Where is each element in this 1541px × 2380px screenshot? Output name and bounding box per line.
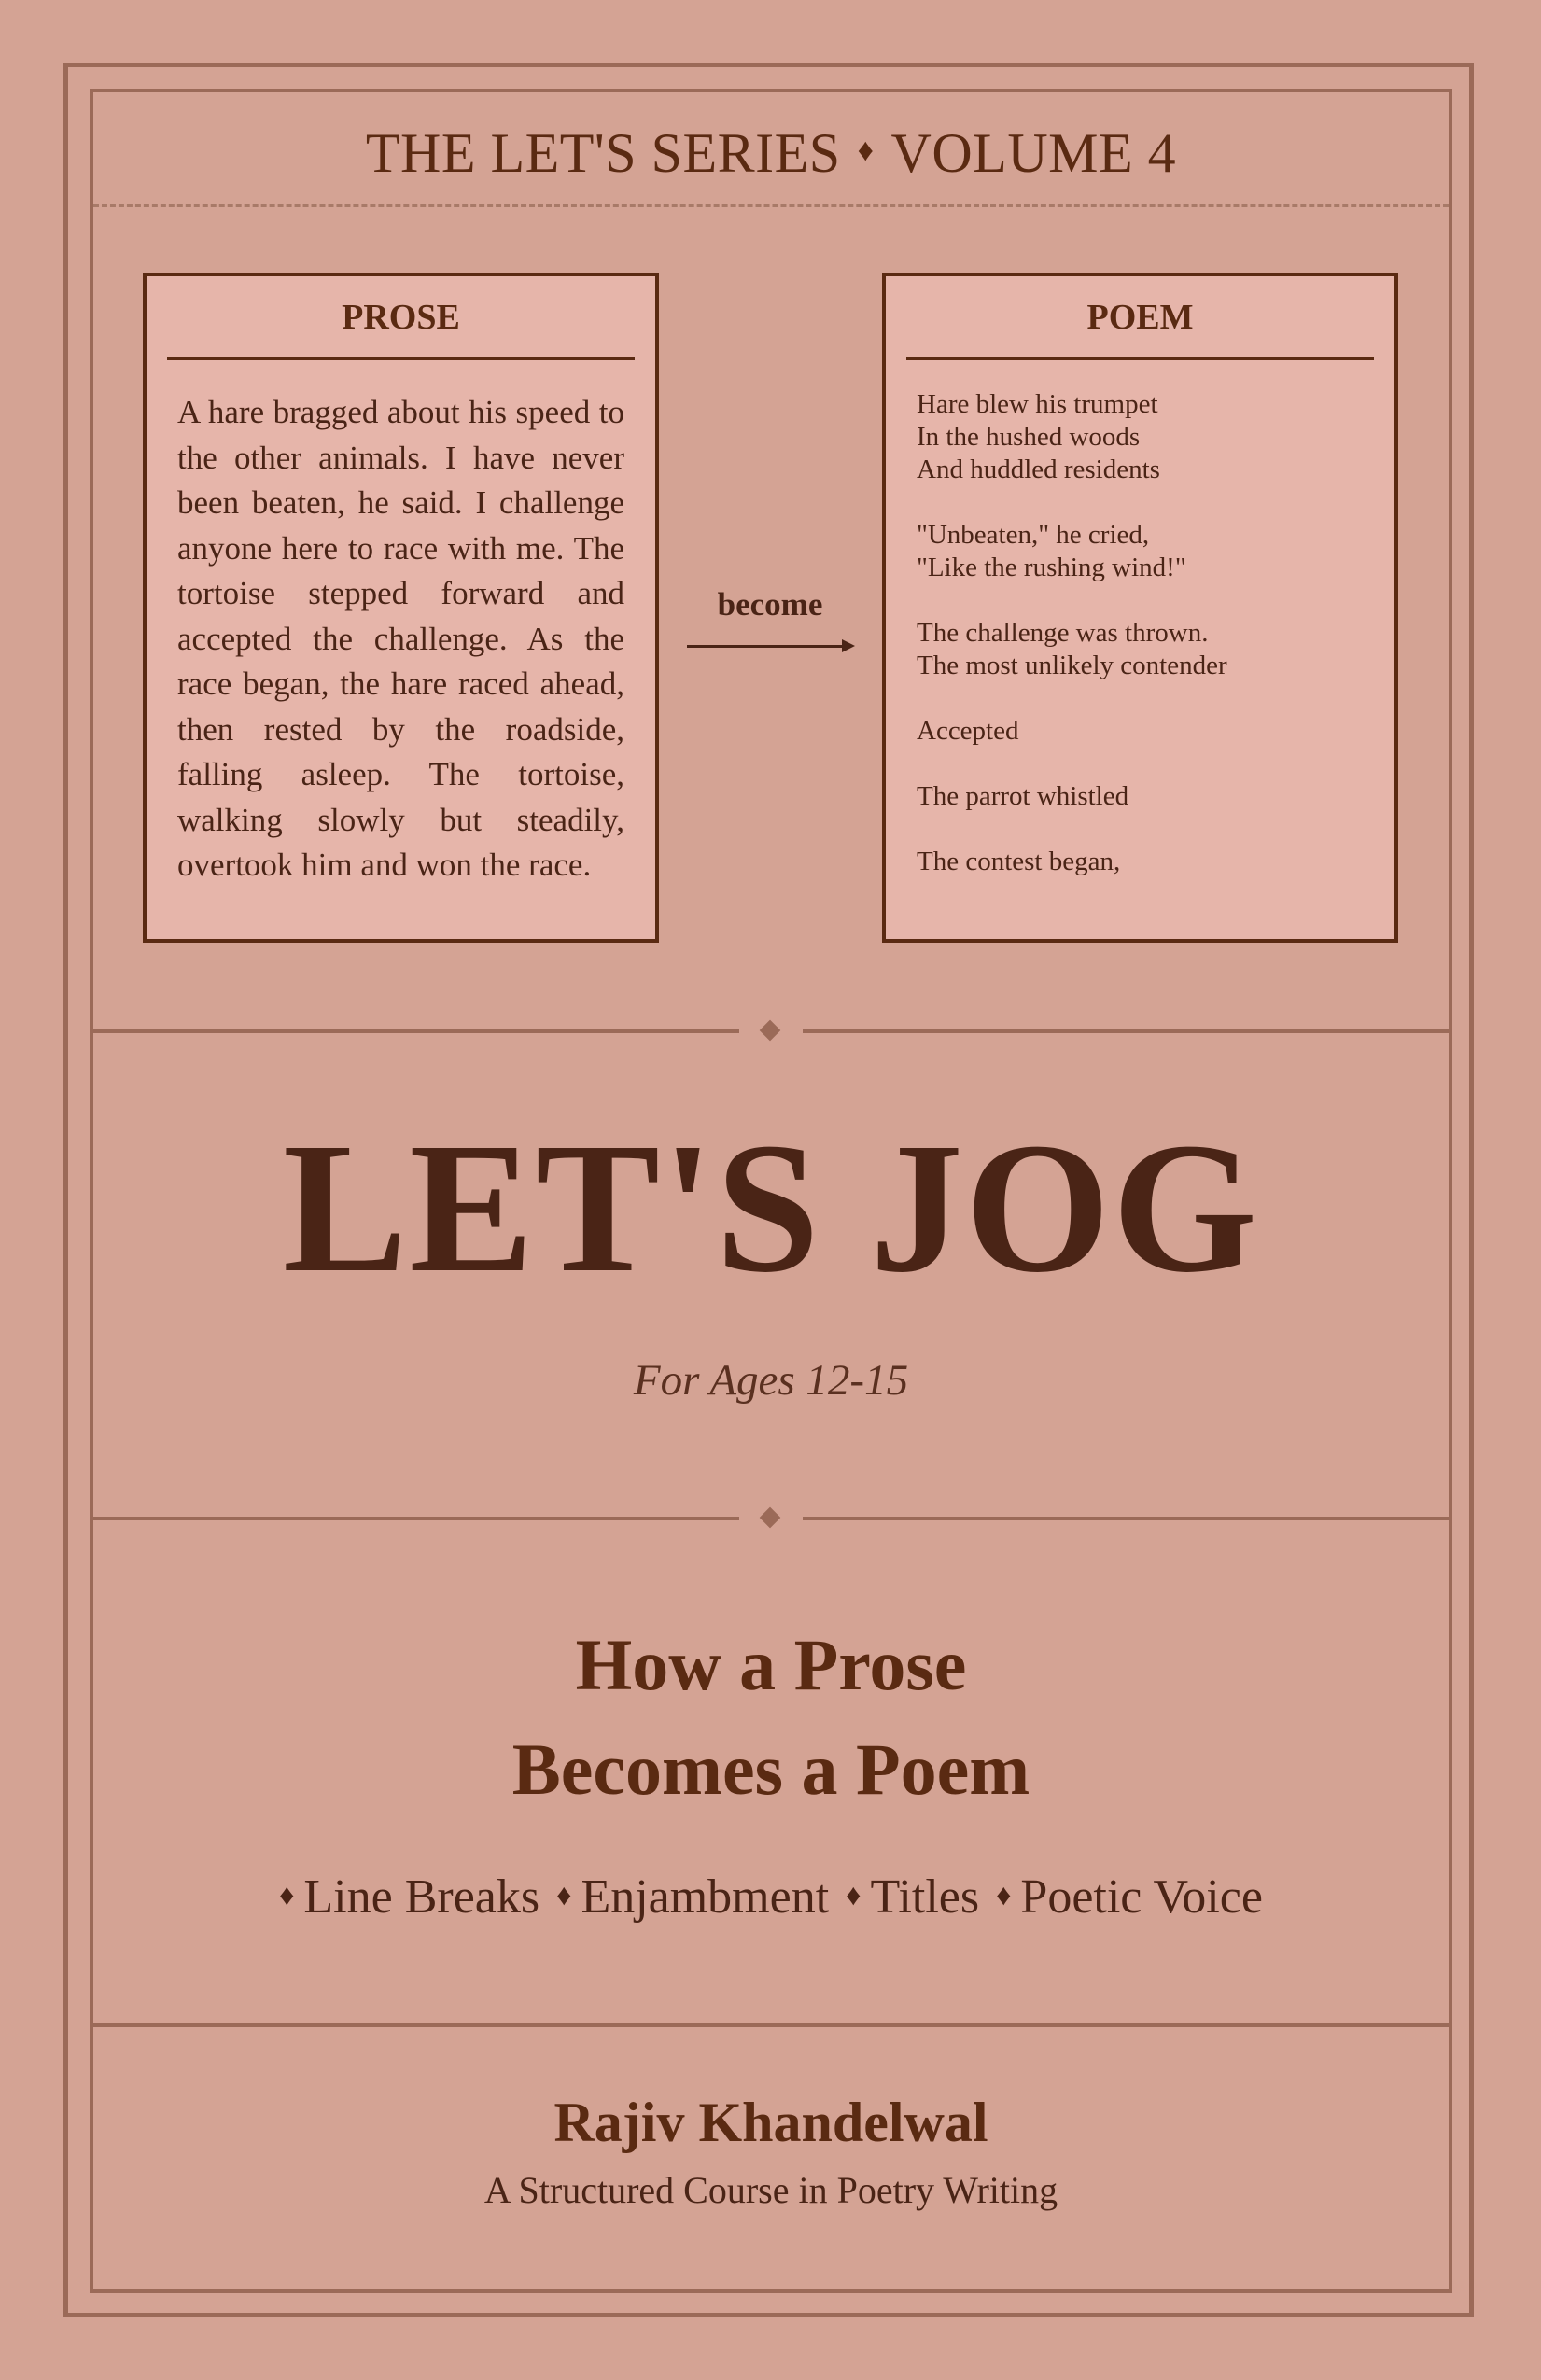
poem-heading-rule xyxy=(906,357,1374,360)
diamond-bullet-icon: ♦ xyxy=(279,1878,295,1911)
prose-box xyxy=(143,273,659,943)
diamond-bullet-icon: ♦ xyxy=(996,1878,1012,1911)
author-name: Rajiv Khandelwal xyxy=(553,2092,988,2153)
ornament-divider xyxy=(93,1505,1449,1533)
book-title: LET'S JOG xyxy=(282,1105,1260,1311)
series-header xyxy=(90,121,1452,186)
become-label: become xyxy=(717,586,823,623)
age-range: For Ages 12-15 xyxy=(633,1356,909,1405)
arrow-head-icon xyxy=(842,639,855,652)
topic-item: Titles xyxy=(870,1870,980,1924)
diamond-icon xyxy=(760,1020,781,1042)
subtitle-line-1: How a Prose xyxy=(575,1624,967,1705)
dotted-divider xyxy=(93,204,1449,207)
poem-line xyxy=(917,748,1364,780)
diamond-icon xyxy=(760,1507,781,1529)
poem-line: "Unbeaten," he cried, xyxy=(917,520,1150,550)
poem-line: The most unlikely contender xyxy=(917,651,1227,680)
poem-line xyxy=(917,584,1364,617)
poem-line: Accepted xyxy=(917,716,1019,746)
poem-line: The challenge was thrown. xyxy=(917,618,1209,648)
poem-line: The contest began, xyxy=(917,847,1121,876)
poem-line: And huddled residents xyxy=(917,455,1160,484)
topic-item: Enjambment xyxy=(581,1870,830,1924)
poem-heading: POEM xyxy=(1086,298,1194,337)
section-divider xyxy=(93,2023,1449,2027)
poem-line xyxy=(917,486,1364,519)
poem-box xyxy=(882,273,1398,943)
subtitle xyxy=(90,1613,1452,1822)
prose-text: A hare bragged about his speed to the other animals. I have never been beaten, he said. I challenge anyone here to race with me. The tortoise stepped forward and accepted the challenge. As the race began, the hare raced ahead, then rested by the roadside, falling asleep. The tortoise, walking slowly but steadily, overtook him and won the race. xyxy=(177,394,624,883)
poem-line xyxy=(917,813,1364,846)
poem-line: In the hushed woods xyxy=(917,422,1141,452)
diamond-icon: ♦ xyxy=(857,133,875,168)
arrow-right-icon xyxy=(687,645,846,648)
prose-heading-rule xyxy=(167,357,635,360)
prose-heading: PROSE xyxy=(342,298,460,337)
poem-text xyxy=(917,388,1364,878)
diamond-bullet-icon: ♦ xyxy=(556,1878,572,1911)
diamond-bullet-icon: ♦ xyxy=(846,1878,862,1911)
subtitle-line-2: Becomes a Poem xyxy=(511,1729,1030,1810)
poem-line: The parrot whistled xyxy=(917,781,1129,811)
poem-line: Hare blew his trumpet xyxy=(917,389,1158,419)
poem-line xyxy=(917,682,1364,715)
topic-item: Line Breaks xyxy=(303,1870,540,1924)
course-description: A Structured Course in Poetry Writing xyxy=(483,2169,1058,2211)
series-name: THE LET'S SERIES xyxy=(365,122,841,184)
poem-line: "Like the rushing wind!" xyxy=(917,553,1186,582)
ornament-divider xyxy=(93,1017,1449,1045)
volume-label: VOLUME 4 xyxy=(890,122,1177,184)
topic-item: Poetic Voice xyxy=(1020,1870,1263,1924)
topics-list xyxy=(90,1869,1452,1925)
